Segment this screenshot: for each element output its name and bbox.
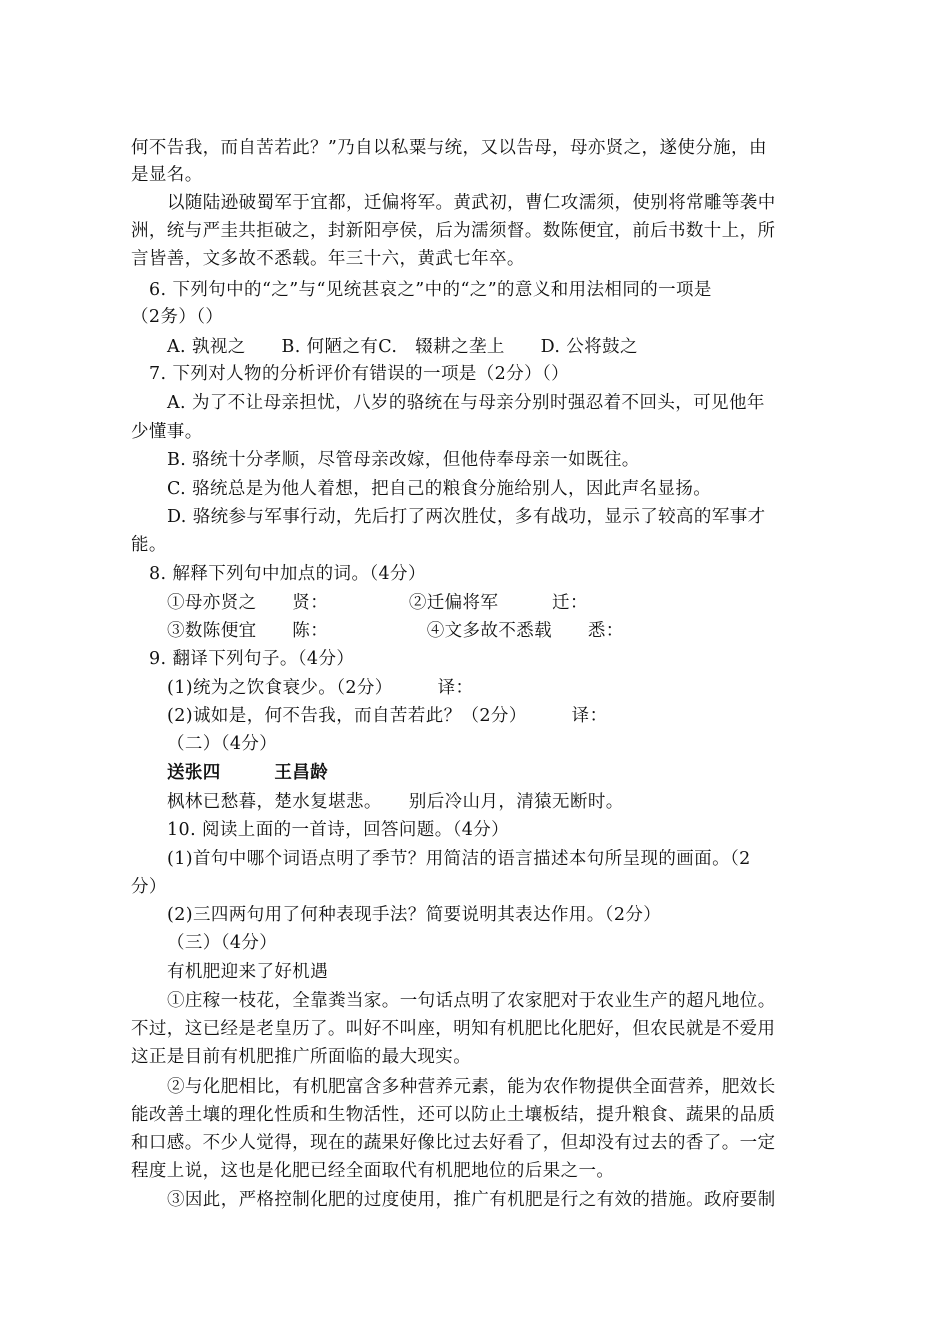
option-c: C. 骆统总是为他人着想，把自己的粮食分施给别人，因此声名显扬。	[167, 479, 712, 499]
question-10: 10. 阅读上面的一首诗，回答问题。（4分）	[167, 820, 510, 840]
question-6-options: A. 孰视之 B. 何陋之有C. 辍耕之垄上 D. 公将鼓之	[167, 337, 638, 357]
question-10-item: (2)三四两句用了何种表现手法？简要说明其表达作用。（2分）	[167, 905, 662, 925]
question-10-item: (1)首句中哪个词语点明了季节？用简洁的语言描述本句所呈现的画面。（2	[167, 849, 751, 869]
text-line: 分）	[131, 877, 167, 897]
text-line: 能改善土壤的理化性质和生物活性，还可以防止土壤板结，提升粮食、蔬果的品质	[131, 1105, 776, 1125]
question-6: 6. 下列句中的“之”与“见统甚哀之”中的“之”的意义和用法相同的一项是	[149, 280, 712, 300]
text-line: 洲，统与严圭共拒破之，封新阳亭侯，后为濡须督。数陈便宜，前后书数十上，所	[131, 221, 776, 241]
text-line: 不过，这已经是老皇历了。叫好不叫座，明知有机肥比化肥好，但农民就是不爱用	[131, 1019, 776, 1039]
text-line: 是显名。	[131, 165, 203, 185]
text-line: 何不告我，而自苦若此？”乃自以私粟与统，又以告母，母亦贤之，遂使分施，由	[131, 138, 767, 158]
poem-title: 送张四 王昌龄	[167, 763, 329, 783]
article-paragraph: ③因此，严格控制化肥的过度使用，推广有机肥是行之有效的措施。政府要制	[167, 1190, 776, 1210]
text-line: 程度上说，这也是化肥已经全面取代有机肥地位的后果之一。	[131, 1161, 615, 1181]
option-b: B. 骆统十分孝顺，尽管母亲改嫁，但他侍奉母亲一如既往。	[167, 450, 640, 470]
text-line: （2务）（）	[131, 307, 224, 327]
article-paragraph: ②与化肥相比，有机肥富含多种营养元素，能为农作物提供全面营养，肥效长	[167, 1077, 776, 1097]
question-9-item: (2)诚如是，何不告我，而自苦若此？（2分） 译：	[167, 706, 608, 726]
option-a: A. 为了不让母亲担忧，八岁的骆统在与母亲分别时强忍着不回头，可见他年	[167, 393, 765, 413]
article-paragraph: ①庄稼一枝花，全靠粪当家。一句话点明了农家肥对于农业生产的超凡地位。	[167, 991, 776, 1011]
article-title: 有机肥迎来了好机遇	[167, 962, 329, 982]
question-7: 7. 下列对人物的分析评价有错误的一项是（2分）（）	[149, 364, 570, 384]
text-line: 这正是目前有机肥推广所面临的最大现实。	[131, 1047, 472, 1067]
text-line: 少懂事。	[131, 422, 203, 442]
text-line: 言皆善，文多故不悉载。年三十六，黄武七年卒。	[131, 249, 525, 269]
question-9: 9. 翻译下列句子。（4分）	[149, 649, 355, 669]
question-9-item: (1)统为之饮食衰少。（2分） 译：	[167, 678, 474, 698]
text-line: 以随陆逊破蜀军于宜都，迁偏将军。黄武初，曹仁攻濡须，使别将常雕等袭中	[167, 193, 776, 213]
option-d: D. 骆统参与军事行动，先后打了两次胜仗，多有战功，显示了较高的军事才	[167, 507, 766, 527]
section-heading: （二）（4分）	[167, 734, 278, 754]
text-line: 能。	[131, 535, 167, 555]
section-heading: （三）（4分）	[167, 933, 278, 953]
question-8-items: ①母亦贤之 贤： ②迁偏将军 迁：	[167, 593, 588, 613]
text-line: 和口感。不少人觉得，现在的蔬果好像比过去好看了，但却没有过去的香了。一定	[131, 1133, 776, 1153]
poem-text: 枫林已愁暮，楚水复堪悲。 别后冷山月，清猿无断时。	[167, 792, 624, 812]
question-8-items: ③数陈便宜 陈： ④文多故不悉载 悉：	[167, 621, 624, 641]
question-8: 8. 解释下列句中加点的词。（4分）	[149, 564, 426, 584]
